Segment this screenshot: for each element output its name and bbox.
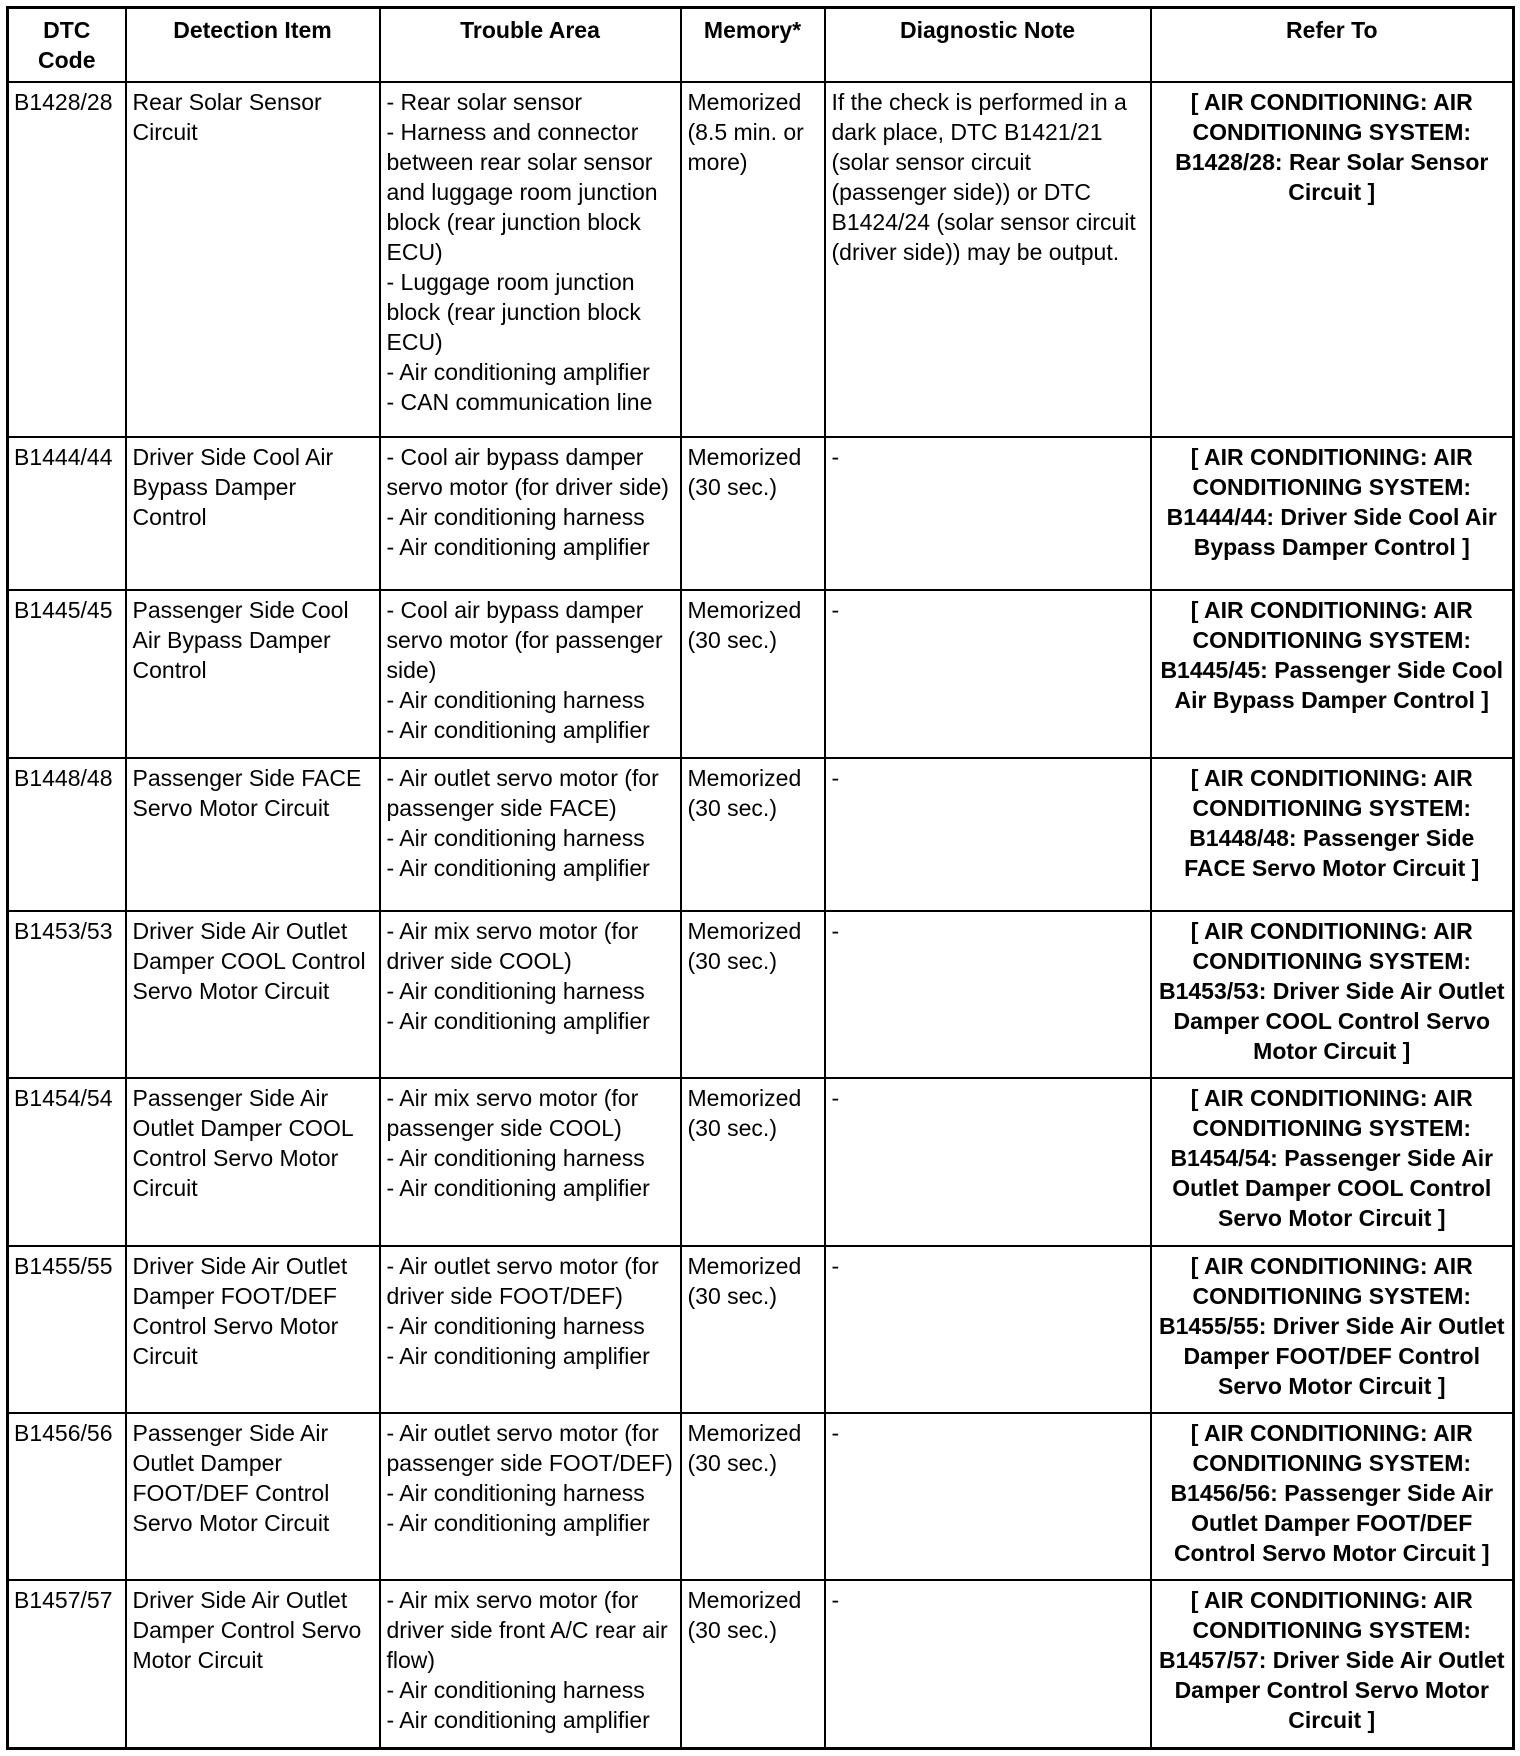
header-trouble-area: Trouble Area xyxy=(380,8,681,82)
trouble-area-item: - CAN communication line xyxy=(386,388,653,415)
trouble-area-item: - Air conditioning harness xyxy=(386,1479,645,1506)
refer-to-link[interactable]: [ AIR CONDITIONING: AIR CONDITIONING SYSTEM: B1448/48: Passenger Side FACE Servo Motor Circuit ] xyxy=(1151,758,1514,911)
detection-item-cell: Passenger Side Air Outlet Damper COOL Control Servo Motor Circuit xyxy=(126,1078,380,1245)
header-memory: Memory* xyxy=(681,8,825,82)
diagnostic-note-cell: - xyxy=(825,437,1151,590)
diagnostic-note-cell: - xyxy=(825,911,1151,1078)
trouble-area-item: - Rear solar sensor xyxy=(386,88,583,115)
table-row xyxy=(8,590,1514,757)
trouble-area-item: - Air conditioning harness xyxy=(386,1145,645,1172)
diagnostic-note-cell: - xyxy=(825,590,1151,757)
trouble-area-item: - Harness and connector between rear solar sensor and luggage room junction block (rear junction block ECU) xyxy=(386,118,658,265)
table-row xyxy=(8,1413,1514,1580)
dtc-code-cell: B1444/44 xyxy=(8,437,126,590)
refer-to-link[interactable]: [ AIR CONDITIONING: AIR CONDITIONING SYSTEM: B1444/44: Driver Side Cool Air Bypass Damper Control ] xyxy=(1151,437,1514,590)
dtc-code-cell: B1453/53 xyxy=(8,911,126,1078)
memory-cell: Memorized (30 sec.) xyxy=(681,1580,825,1748)
trouble-area-item: - Air mix servo motor (for passenger side COOL) xyxy=(386,1085,639,1142)
header-refer-to: Refer To xyxy=(1151,8,1514,82)
trouble-area-item: - Air mix servo motor (for driver side front A/C rear air flow) xyxy=(386,1587,668,1674)
table-row xyxy=(8,1580,1514,1748)
detection-item-cell: Passenger Side FACE Servo Motor Circuit xyxy=(126,758,380,911)
trouble-area-item: - Air conditioning amplifier xyxy=(386,1175,650,1202)
trouble-area-item: - Air outlet servo motor (for passenger side FOOT/DEF) xyxy=(386,1419,673,1476)
trouble-area-item: - Air conditioning amplifier xyxy=(386,358,650,385)
detection-item-cell: Driver Side Air Outlet Damper FOOT/DEF Control Servo Motor Circuit xyxy=(126,1246,380,1413)
diagnostic-note-cell: - xyxy=(825,1580,1151,1748)
dtc-code-cell: B1445/45 xyxy=(8,590,126,757)
refer-to-link[interactable]: [ AIR CONDITIONING: AIR CONDITIONING SYSTEM: B1454/54: Passenger Side Air Outlet Damper COOL Control Servo Motor Circuit ] xyxy=(1151,1078,1514,1245)
trouble-area-cell xyxy=(380,1413,681,1580)
detection-item-cell: Rear Solar Sensor Circuit xyxy=(126,82,380,438)
trouble-area-item: - Luggage room junction block (rear junction block ECU) xyxy=(386,268,641,355)
trouble-area-cell xyxy=(380,758,681,911)
refer-to-link[interactable]: [ AIR CONDITIONING: AIR CONDITIONING SYSTEM: B1455/55: Driver Side Air Outlet Damper FOOT/DEF Control Servo Motor Circuit ] xyxy=(1151,1246,1514,1413)
dtc-code-cell: B1456/56 xyxy=(8,1413,126,1580)
trouble-area-item: - Air conditioning harness xyxy=(386,1677,645,1704)
memory-cell: Memorized (8.5 min. or more) xyxy=(681,82,825,438)
trouble-area-item: - Air conditioning harness xyxy=(386,977,645,1004)
trouble-area-item: - Air mix servo motor (for driver side COOL) xyxy=(386,917,639,974)
table-body xyxy=(8,82,1514,1749)
dtc-code-cell: B1448/48 xyxy=(8,758,126,911)
trouble-area-cell xyxy=(380,590,681,757)
trouble-area-item: - Air conditioning amplifier xyxy=(386,1007,650,1034)
trouble-area-cell xyxy=(380,911,681,1078)
table-row xyxy=(8,437,1514,590)
trouble-area-item: - Cool air bypass damper servo motor (for driver side) xyxy=(386,444,669,501)
diagnostic-note-cell: - xyxy=(825,1078,1151,1245)
trouble-area-item: - Air outlet servo motor (for passenger side FACE) xyxy=(386,764,659,821)
trouble-area-item: - Air conditioning harness xyxy=(386,687,645,714)
table-row xyxy=(8,1078,1514,1245)
memory-cell: Memorized (30 sec.) xyxy=(681,590,825,757)
memory-cell: Memorized (30 sec.) xyxy=(681,911,825,1078)
memory-cell: Memorized (30 sec.) xyxy=(681,1246,825,1413)
dtc-code-cell: B1454/54 xyxy=(8,1078,126,1245)
refer-to-link[interactable]: [ AIR CONDITIONING: AIR CONDITIONING SYSTEM: B1453/53: Driver Side Air Outlet Damper COOL Control Servo Motor Circuit ] xyxy=(1151,911,1514,1078)
header-text-line: DTC xyxy=(43,17,91,43)
trouble-area-item: - Air conditioning amplifier xyxy=(386,1509,650,1536)
trouble-area-item: - Air conditioning harness xyxy=(386,1312,645,1339)
trouble-area-cell xyxy=(380,1580,681,1748)
table-row xyxy=(8,1246,1514,1413)
trouble-area-cell xyxy=(380,1246,681,1413)
refer-to-link[interactable]: [ AIR CONDITIONING: AIR CONDITIONING SYSTEM: B1457/57: Driver Side Air Outlet Damper Control Servo Motor Circuit ] xyxy=(1151,1580,1514,1748)
trouble-area-item: - Air conditioning amplifier xyxy=(386,534,650,561)
trouble-area-cell xyxy=(380,437,681,590)
dtc-code-cell: B1457/57 xyxy=(8,1580,126,1748)
diagnostic-note-cell: - xyxy=(825,758,1151,911)
table-row xyxy=(8,82,1514,438)
header-text-line: Code xyxy=(38,47,96,73)
diagnostic-note-cell: - xyxy=(825,1246,1151,1413)
dtc-table xyxy=(6,6,1515,1750)
trouble-area-cell xyxy=(380,82,681,438)
header-dtc-code xyxy=(8,8,126,82)
trouble-area-item: - Air conditioning amplifier xyxy=(386,1707,650,1734)
header-diagnostic-note: Diagnostic Note xyxy=(825,8,1151,82)
header-detection-item: Detection Item xyxy=(126,8,380,82)
refer-to-link[interactable]: [ AIR CONDITIONING: AIR CONDITIONING SYSTEM: B1428/28: Rear Solar Sensor Circuit ] xyxy=(1151,82,1514,438)
table-header-row xyxy=(8,8,1514,82)
trouble-area-item: - Air conditioning amplifier xyxy=(386,854,650,881)
memory-cell: Memorized (30 sec.) xyxy=(681,1413,825,1580)
trouble-area-item: - Air outlet servo motor (for driver side FOOT/DEF) xyxy=(386,1252,659,1309)
table-row xyxy=(8,758,1514,911)
detection-item-cell: Driver Side Air Outlet Damper COOL Control Servo Motor Circuit xyxy=(126,911,380,1078)
trouble-area-item: - Air conditioning harness xyxy=(386,824,645,851)
trouble-area-item: - Air conditioning amplifier xyxy=(386,717,650,744)
detection-item-cell: Driver Side Air Outlet Damper Control Servo Motor Circuit xyxy=(126,1580,380,1748)
trouble-area-item: - Air conditioning amplifier xyxy=(386,1342,650,1369)
detection-item-cell: Passenger Side Air Outlet Damper FOOT/DEF Control Servo Motor Circuit xyxy=(126,1413,380,1580)
refer-to-link[interactable]: [ AIR CONDITIONING: AIR CONDITIONING SYSTEM: B1445/45: Passenger Side Cool Air Bypass Damper Control ] xyxy=(1151,590,1514,757)
dtc-code-cell: B1455/55 xyxy=(8,1246,126,1413)
trouble-area-item: - Air conditioning harness xyxy=(386,504,645,531)
memory-cell: Memorized (30 sec.) xyxy=(681,758,825,911)
trouble-area-cell xyxy=(380,1078,681,1245)
diagnostic-note-cell: If the check is performed in a dark place, DTC B1421/21 (solar sensor circuit (passenger side)) or DTC B1424/24 (solar sensor circuit (driver side)) may be output. xyxy=(825,82,1151,438)
dtc-code-cell: B1428/28 xyxy=(8,82,126,438)
detection-item-cell: Passenger Side Cool Air Bypass Damper Control xyxy=(126,590,380,757)
trouble-area-item: - Cool air bypass damper servo motor (for passenger side) xyxy=(386,597,663,684)
detection-item-cell: Driver Side Cool Air Bypass Damper Control xyxy=(126,437,380,590)
diagnostic-note-cell: - xyxy=(825,1413,1151,1580)
refer-to-link[interactable]: [ AIR CONDITIONING: AIR CONDITIONING SYSTEM: B1456/56: Passenger Side Air Outlet Damper FOOT/DEF Control Servo Motor Circuit ] xyxy=(1151,1413,1514,1580)
memory-cell: Memorized (30 sec.) xyxy=(681,1078,825,1245)
table-row xyxy=(8,911,1514,1078)
memory-cell: Memorized (30 sec.) xyxy=(681,437,825,590)
